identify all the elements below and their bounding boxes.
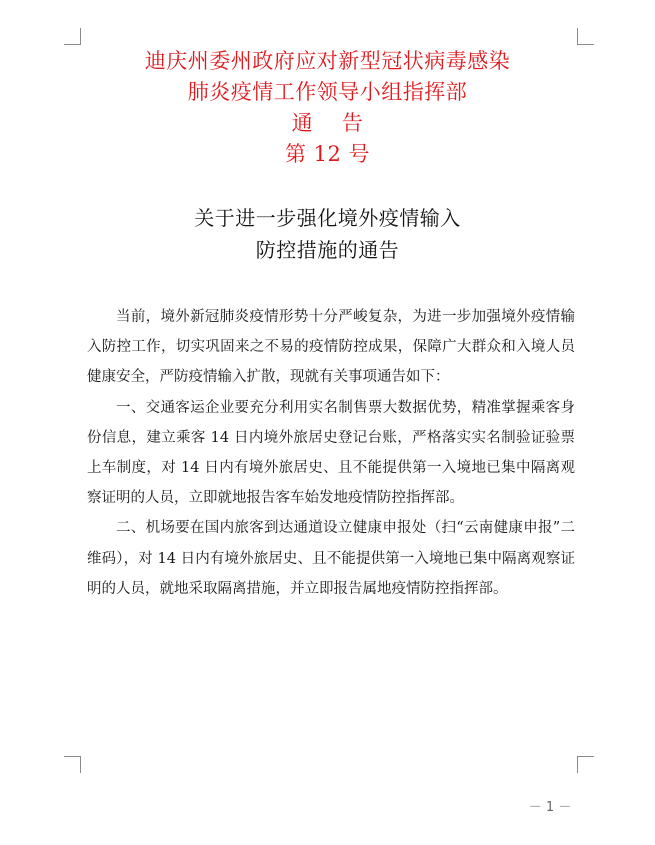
crop-mark-bottom-left (64, 756, 81, 773)
document-body (87, 302, 575, 604)
document-header (0, 46, 655, 170)
crop-mark-bottom-right (577, 756, 594, 773)
issuer-line-1: 迪庆州委州政府应对新型冠状病毒感染 (144, 49, 511, 73)
page-number: － 1 － (528, 800, 572, 815)
notice-label: 通 告 (291, 111, 364, 135)
crop-mark-top-right (577, 28, 594, 45)
paragraph-item-1: 一、交通客运企业要充分利用实名制售票大数据优势，精准掌握乘客身份信息，建立乘客 14 日内境外旅居史登记台账，严格落实实名制验证验票上车制度，对 14 日内有境外旅居史、且不能提供第一入境地已集中隔离观察证明的人员，立即就地报告客车始发地疫情防控指挥部。 (87, 399, 575, 507)
paragraph-intro: 当前，境外新冠肺炎疫情形势十分严峻复杂，为进一步加强境外疫情输入防控工作，切实巩固来之不易的疫情防控成果，保障广大群众和入境人员健康安全，严防疫情输入扩散，现就有关事项通告如下： (87, 309, 575, 386)
paragraph-item-2: 二、机场要在国内旅客到达通道设立健康申报处（扫“云南健康申报”二维码），对 14 日内有境外旅居史、且不能提供第一入境地已集中隔离观察证明的人员，就地采取隔离措施，并立即报告属地疫情防控指挥部。 (87, 520, 575, 597)
issuer-line-2: 肺炎疫情工作领导小组指挥部 (187, 80, 468, 104)
crop-mark-top-left (64, 28, 81, 45)
title-line-1: 关于进一步强化境外疫情输入 (194, 206, 461, 230)
title-line-2: 防控措施的通告 (255, 238, 400, 262)
document-title (0, 202, 655, 266)
notice-number: 第 12 号 (284, 142, 371, 166)
